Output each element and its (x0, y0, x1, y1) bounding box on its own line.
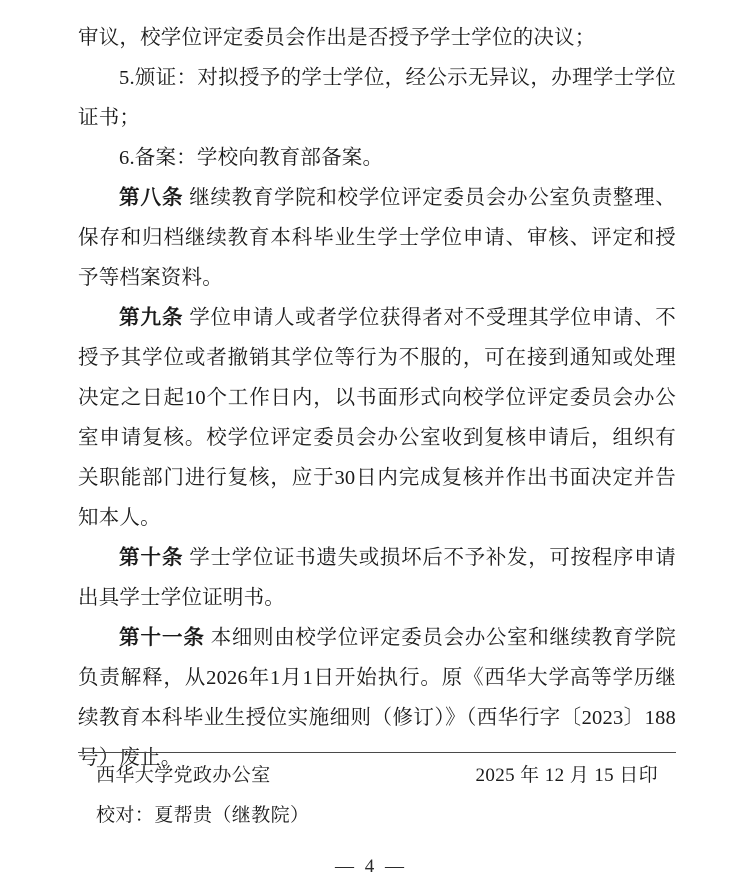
article-8-text: 继续教育学院和校学位评定委员会办公室负责整理、保存和归档继续教育本科毕业生学士学位申请、审核、评定和授予等档案资料。 (78, 187, 676, 289)
article-10-text: 学士学位证书遗失或损坏后不予补发，可按程序申请出具学士学位证明书。 (78, 547, 676, 609)
footer-proofreader: 校对：夏帮贵（继教院） (96, 805, 310, 826)
footer-row (96, 760, 658, 787)
paragraph-item-6: 6.备案：学校向教育部备案。 (119, 147, 384, 169)
page-number (0, 856, 738, 878)
article-8-heading: 第八条 (119, 187, 184, 209)
paragraph-article-10 (78, 538, 676, 618)
footer-date: 2025 年 12 月 15 日印 (475, 765, 658, 786)
paragraph-continued: 审议，校学位评定委员会作出是否授予学士学位的决议； (78, 27, 596, 49)
paragraph-article-11 (78, 618, 676, 778)
article-11-heading: 第十一条 (119, 627, 205, 649)
article-10-heading: 第十条 (119, 547, 184, 569)
paragraph-article-9 (78, 298, 676, 538)
article-9-text: 学位申请人或者学位获得者对不受理其学位申请、不授予其学位或者撤销其学位等行为不服的，可在接到通知或处理决定之日起10个工作日内，以书面形式向校学位评定委员会办公室申请复核。校学位评定委员会办公室收到复核申请后，组织有关职能部门进行复核，应于30日内完成复核并作出书面决定并告知本人。 (78, 307, 676, 529)
article-11-text: 本细则由校学位评定委员会办公室和继续教育学院负责解释，从2026年1月1日开始执行。原《西华大学高等学历继续教育本科毕业生授位实施细则（修订）》（西华行字〔2023〕188号）废止。 (78, 627, 676, 769)
paragraph-item-5: 5.颁证：对拟授予的学士学位，经公示无异议，办理学士学位证书； (78, 67, 676, 129)
page-number-text: — 4 — (335, 856, 407, 877)
footer-issuer: 西华大学党政办公室 (96, 765, 271, 786)
paragraph-article-8 (78, 178, 676, 298)
article-9-heading: 第九条 (119, 307, 184, 329)
footer-divider (78, 752, 676, 753)
